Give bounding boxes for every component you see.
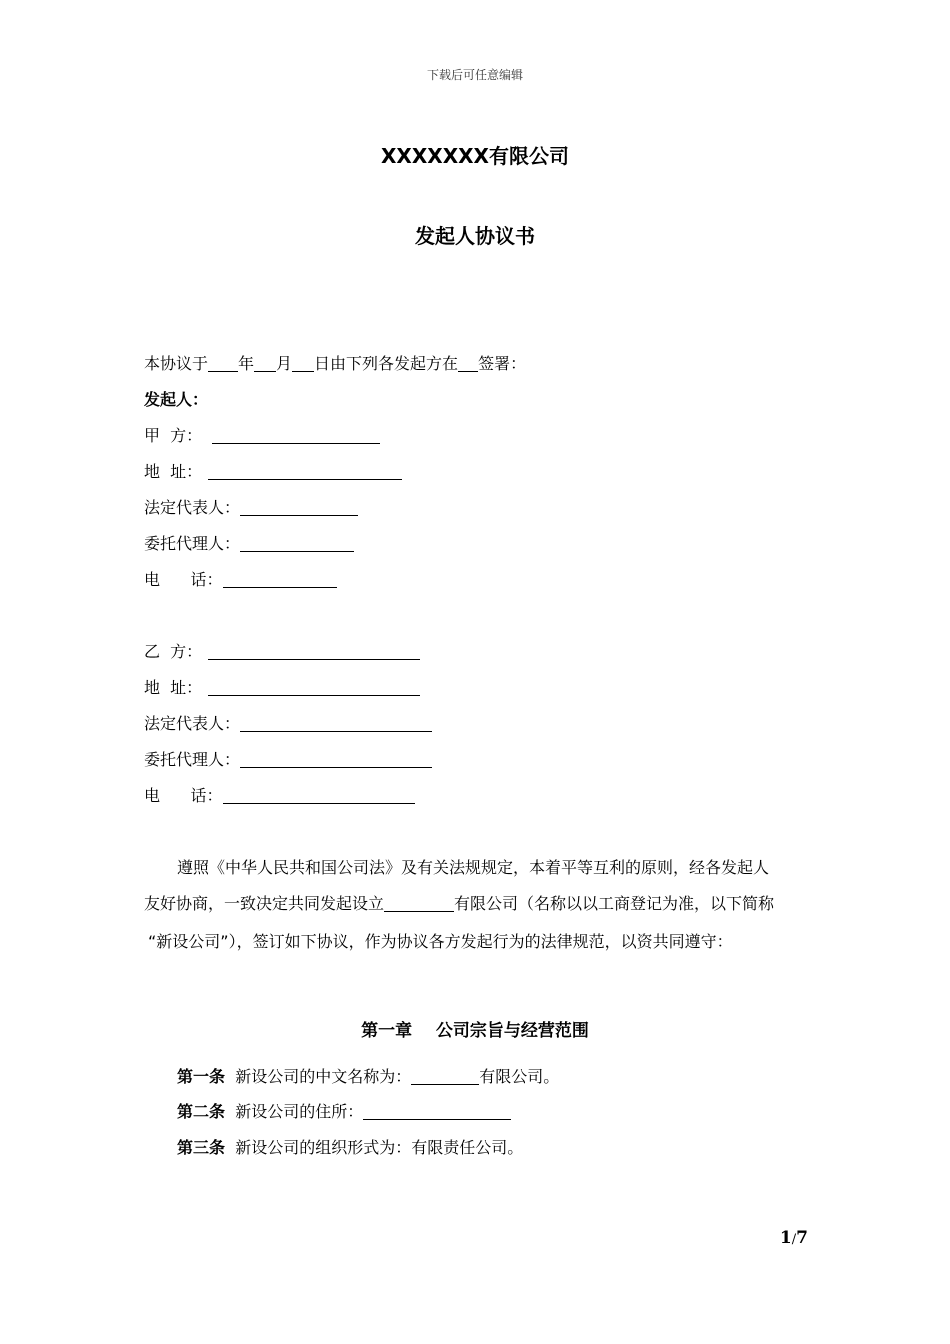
party-b-address-row — [144, 678, 420, 698]
party-a-legal-rep-blank[interactable] — [240, 499, 358, 516]
party-b-agent-row — [144, 750, 432, 770]
page-number — [780, 1228, 808, 1248]
article-3-text: 新设公司的组织形式为：有限责任公司。 — [235, 1138, 524, 1157]
party-b-legal-rep-label: 法定代表人： — [144, 714, 241, 733]
party-a-address-blank[interactable] — [208, 463, 402, 480]
article-1-label: 第一条 — [177, 1067, 226, 1086]
party-b-name-blank[interactable] — [208, 643, 420, 660]
article-2-label: 第二条 — [177, 1102, 226, 1121]
page-total: 7 — [796, 1228, 808, 1248]
article-2-text: 新设公司的住所： — [235, 1102, 364, 1121]
party-a-legal-rep-label: 法定代表人： — [144, 498, 241, 517]
article-3-label: 第三条 — [177, 1138, 226, 1157]
header-note: 下载后可任意编辑 — [426, 68, 523, 82]
chapter-1-title: 第一章 公司宗旨与经营范围 — [361, 1021, 589, 1041]
article-2 — [177, 1102, 511, 1122]
party-a-agent-label: 委托代理人： — [144, 534, 241, 553]
party-b-legal-rep-row — [144, 714, 432, 734]
company-name-blank[interactable] — [384, 895, 454, 912]
preamble-line-2a: 友好协商，一致决定共同发起设立 — [144, 894, 385, 913]
party-a-address-label: 地 址： — [144, 462, 203, 481]
year-blank[interactable] — [208, 355, 238, 372]
month-blank[interactable] — [254, 355, 276, 372]
preamble-line-3: “新设公司”），签订如下协议，作为协议各方发起行为的法律规范，以资共同遵守： — [148, 932, 733, 951]
document-title: 发起人协议书 — [415, 224, 535, 248]
intro-text-2: 年 — [238, 354, 255, 373]
party-a-phone-row — [144, 570, 337, 590]
preamble-line-2 — [144, 894, 774, 914]
article-1-text: 新设公司的中文名称为： — [235, 1067, 412, 1086]
party-a-phone-blank[interactable] — [223, 571, 337, 588]
article-1-name-blank[interactable] — [411, 1068, 479, 1085]
article-2-address-blank[interactable] — [363, 1103, 511, 1120]
party-b-legal-rep-blank[interactable] — [240, 715, 432, 732]
article-3 — [177, 1138, 523, 1158]
party-a-name-row — [144, 426, 380, 446]
intro-line — [144, 354, 526, 374]
article-1-suffix: 有限公司。 — [479, 1067, 560, 1086]
party-b-address-label: 地 址： — [144, 678, 203, 697]
company-title: XXXXXXX有限公司 — [381, 144, 569, 168]
party-b-agent-label: 委托代理人： — [144, 750, 241, 769]
intro-text-3: 月 — [276, 354, 293, 373]
day-blank[interactable] — [292, 355, 314, 372]
preamble-line-1: 遵照《中华人民共和国公司法》及有关法规规定，本着平等互利的原则，经各发起人 — [177, 858, 770, 877]
party-b-phone-blank[interactable] — [223, 787, 415, 804]
party-a-legal-rep-row — [144, 498, 358, 518]
party-b-address-blank[interactable] — [208, 679, 420, 696]
page-current: 1 — [779, 1228, 792, 1248]
intro-text-5: 签署： — [478, 354, 527, 373]
party-a-agent-blank[interactable] — [240, 535, 354, 552]
article-1 — [177, 1067, 559, 1087]
party-b-phone-row — [144, 786, 415, 806]
party-b-name-row — [144, 642, 420, 662]
party-a-address-row — [144, 462, 402, 482]
page-separator: / — [791, 1232, 797, 1247]
party-b-phone-label: 电 话： — [144, 786, 223, 805]
preamble-line-2b: 有限公司（名称以以工商登记为准，以下简称 — [454, 894, 775, 913]
promoters-label: 发起人： — [144, 390, 209, 409]
party-a-name-label: 甲 方： — [144, 426, 203, 445]
intro-text-4: 日由下列各发起方在 — [314, 354, 459, 373]
intro-text-1: 本协议于 — [144, 354, 209, 373]
party-a-name-blank[interactable] — [212, 427, 380, 444]
party-b-name-label: 乙 方： — [144, 642, 203, 661]
place-blank[interactable] — [458, 355, 478, 372]
party-b-agent-blank[interactable] — [240, 751, 432, 768]
party-a-phone-label: 电 话： — [144, 570, 223, 589]
party-a-agent-row — [144, 534, 354, 554]
